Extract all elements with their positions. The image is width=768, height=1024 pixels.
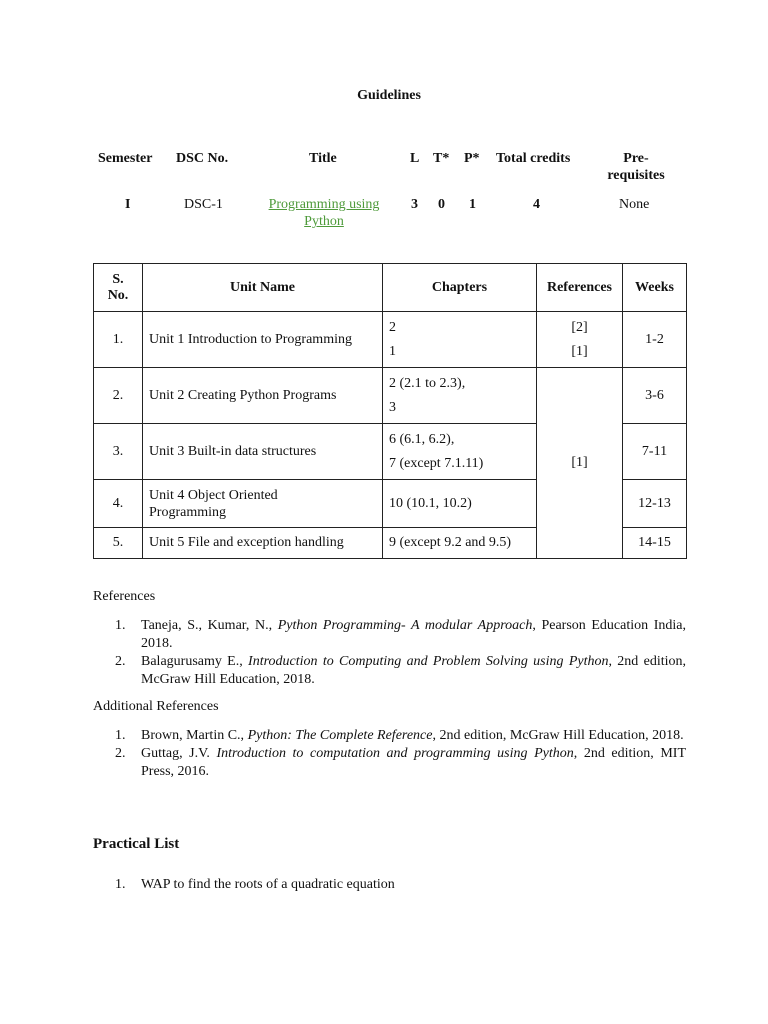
sno-header-line2: No. — [107, 287, 129, 303]
additional-references-title: Additional References — [93, 699, 219, 714]
chapters-line2: 3 — [389, 399, 396, 415]
t-header: T* — [433, 151, 450, 166]
unit-name-cell: Unit 1 Introduction to Programming — [143, 312, 383, 368]
references-line2: [1] — [571, 343, 588, 359]
chapters-cell — [383, 368, 537, 424]
list-item — [93, 653, 686, 689]
chapters-line1: 6 (6.1, 6.2), — [389, 431, 455, 447]
list-number: 2. — [115, 654, 126, 669]
prereq-value: None — [619, 197, 650, 212]
prereq-header — [596, 150, 676, 184]
unit-name-line1: Unit 4 Object Oriented — [149, 487, 278, 503]
references-line1: [2] — [571, 319, 588, 335]
chapters-header: Chapters — [383, 264, 537, 312]
chapters-cell: 9 (except 9.2 and 9.5) — [383, 528, 537, 559]
ref-publisher: , 2nd edition, McGraw Hill Education, 2018. — [141, 654, 687, 687]
list-item — [93, 745, 686, 781]
table-header-row — [94, 264, 687, 312]
unit-name-line2: Programming — [149, 504, 226, 520]
prereq-header-line2: requisites — [607, 168, 665, 183]
ref-book-title: Introduction to Computing and Problem Solving using Python — [248, 654, 609, 669]
references-header: References — [537, 264, 623, 312]
semester-value: I — [125, 197, 131, 212]
chapters-line1: 2 (2.1 to 2.3), — [389, 375, 466, 391]
references-title: References — [93, 589, 156, 604]
list-number: 1. — [115, 618, 126, 633]
ref-authors: Balagurusamy E., — [141, 654, 249, 669]
l-header: L — [410, 151, 420, 166]
references-list — [93, 617, 686, 689]
weeks-cell: 3-6 — [623, 368, 687, 424]
sno-cell: 2. — [94, 368, 143, 424]
title-header: Title — [309, 151, 337, 166]
unit-name-cell: Unit 3 Built-in data structures — [143, 424, 383, 480]
chapters-line1: 2 — [389, 319, 396, 335]
ref-book-title: Introduction to computation and programming using Python — [216, 746, 574, 761]
ref-book-title: Python Programming- A modular Approach — [277, 618, 533, 633]
practical-item-text: WAP to find the roots of a quadratic equation — [141, 877, 395, 892]
dsc-no-header: DSC No. — [176, 151, 229, 166]
weeks-cell: 12-13 — [623, 480, 687, 528]
l-value: 3 — [411, 197, 418, 212]
sno-cell: 4. — [94, 480, 143, 528]
table-row — [94, 368, 687, 424]
semester-header: Semester — [98, 151, 153, 166]
ref-publisher: , Pearson Education India, 2018. — [141, 618, 686, 651]
sno-header-line1: S. — [112, 271, 124, 287]
ref-publisher: , 2nd edition, McGraw Hill Education, 2018. — [432, 728, 684, 743]
credits-value: 4 — [533, 197, 540, 212]
chapters-line2: 7 (except 7.1.11) — [389, 455, 484, 471]
list-item — [93, 876, 686, 894]
practical-list-title: Practical List — [93, 836, 180, 852]
chapters-line2: 1 — [389, 343, 396, 359]
list-number: 1. — [115, 728, 126, 743]
weeks-cell: 1-2 — [623, 312, 687, 368]
merged-references-cell: [1] — [537, 368, 623, 559]
sno-cell: 5. — [94, 528, 143, 559]
sno-cell: 3. — [94, 424, 143, 480]
table-row — [94, 312, 687, 368]
unit-name-cell: Unit 2 Creating Python Programs — [143, 368, 383, 424]
sno-header — [94, 264, 143, 312]
ref-authors: Taneja, S., Kumar, N., — [141, 618, 278, 633]
prereq-header-line1: Pre- — [623, 151, 649, 166]
ref-authors: Brown, Martin C., — [141, 728, 248, 743]
credits-header: Total credits — [496, 151, 571, 166]
list-item — [93, 617, 686, 653]
chapters-cell — [383, 424, 537, 480]
ref-publisher: , 2nd edition, MIT Press, 2016. — [141, 746, 686, 779]
dsc-no-value: DSC-1 — [184, 197, 223, 212]
p-value: 1 — [469, 197, 476, 212]
p-header: P* — [464, 151, 480, 166]
unit-name-cell — [143, 480, 383, 528]
unit-table — [93, 263, 687, 559]
weeks-cell: 14-15 — [623, 528, 687, 559]
ref-authors: Guttag, J.V. — [141, 746, 217, 761]
unit-name-header: Unit Name — [143, 264, 383, 312]
additional-references-list — [93, 727, 686, 781]
unit-name-cell: Unit 5 File and exception handling — [143, 528, 383, 559]
course-title-link[interactable] — [258, 196, 390, 230]
weeks-cell: 7-11 — [623, 424, 687, 480]
chapters-cell — [383, 312, 537, 368]
references-cell — [537, 312, 623, 368]
course-title-line1[interactable]: Programming using — [268, 197, 380, 212]
list-number: 2. — [115, 746, 126, 761]
page-heading: Guidelines — [357, 88, 421, 103]
chapters-cell: 10 (10.1, 10.2) — [383, 480, 537, 528]
sno-cell: 1. — [94, 312, 143, 368]
list-number: 1. — [115, 877, 126, 892]
list-item — [93, 727, 686, 745]
t-value: 0 — [438, 197, 445, 212]
practical-list — [93, 876, 686, 894]
weeks-header: Weeks — [623, 264, 687, 312]
course-title-line2[interactable]: Python — [304, 214, 344, 229]
ref-book-title: Python: The Complete Reference — [247, 728, 433, 743]
